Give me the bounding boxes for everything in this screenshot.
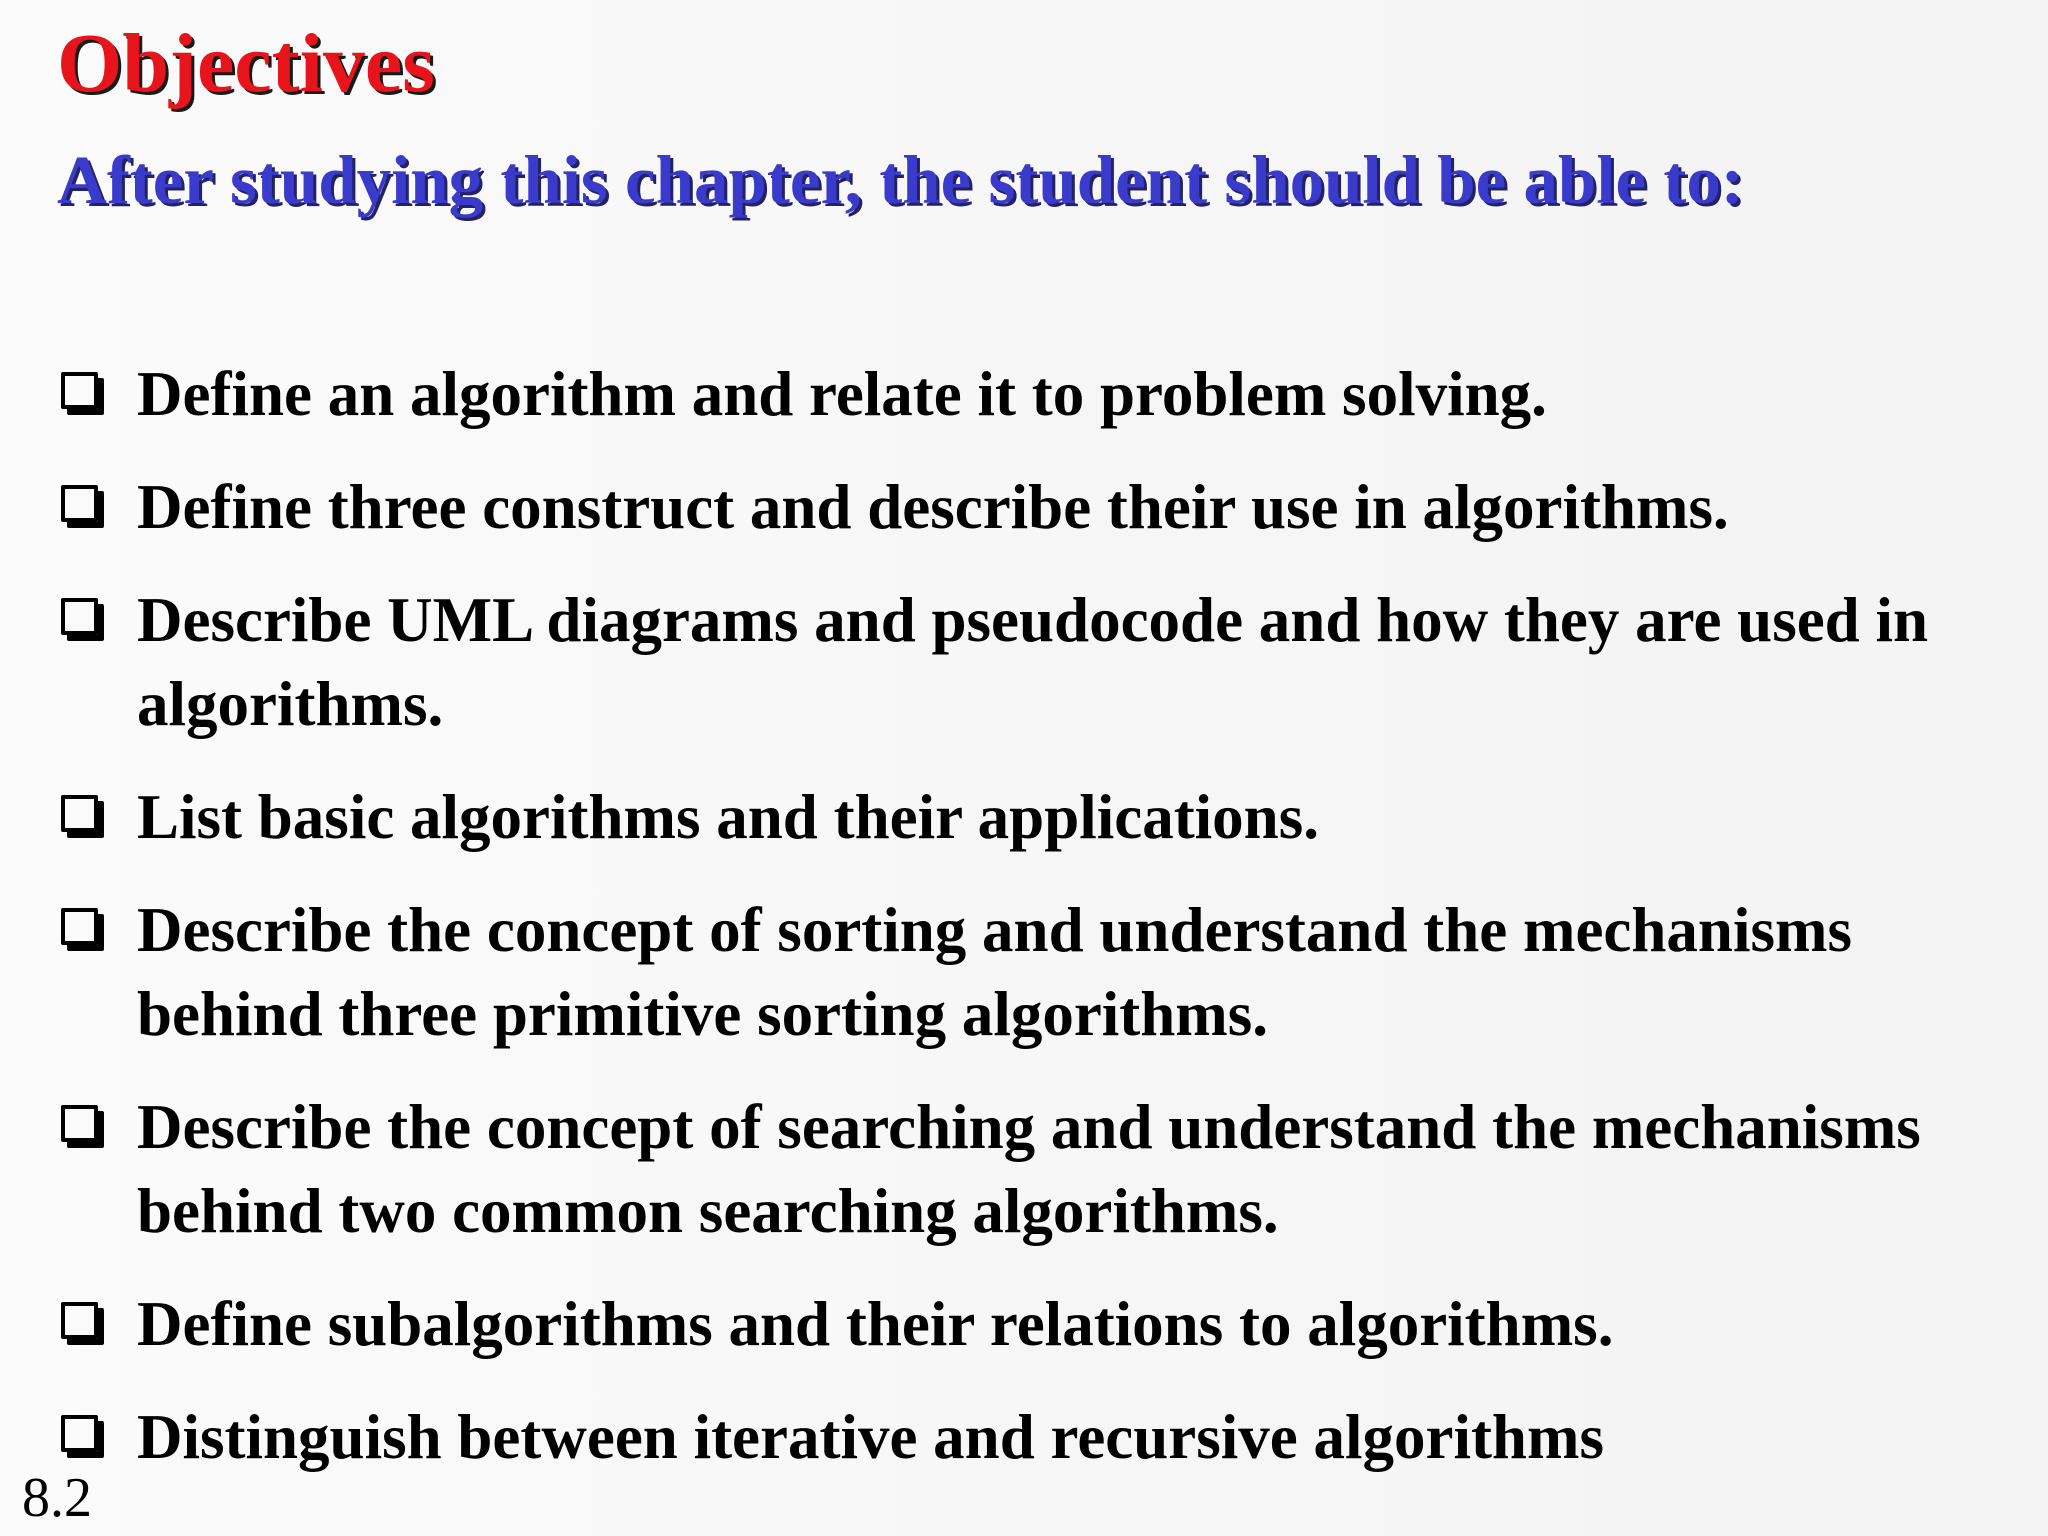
- checkbox-icon: [61, 485, 98, 522]
- objective-item: [57, 888, 2007, 1056]
- checkbox-icon: [61, 1105, 98, 1142]
- objective-item: [57, 465, 2007, 549]
- objective-item: [57, 1395, 2007, 1479]
- objective-item: [57, 352, 2007, 436]
- objectives-list: [57, 352, 2007, 1508]
- objective-text: Define three construct and describe their use in algorithms.: [137, 472, 1729, 542]
- objective-item: [57, 578, 2007, 746]
- objective-text: Describe the concept of sorting and understand the mechanisms behind three primitive sorting algorithms.: [137, 895, 1852, 1049]
- objective-text: Define an algorithm and relate it to problem solving.: [137, 359, 1547, 429]
- objective-text: Define subalgorithms and their relations to algorithms.: [137, 1289, 1614, 1359]
- objective-text: List basic algorithms and their applications.: [137, 782, 1319, 852]
- checkbox-icon: [61, 598, 98, 635]
- objective-item: [57, 775, 2007, 859]
- slide-title: Objectives: [57, 17, 435, 110]
- objective-item: [57, 1085, 2007, 1253]
- checkbox-icon: [61, 795, 98, 832]
- objective-text: Describe UML diagrams and pseudocode and how they are used in algorithms.: [137, 585, 1929, 739]
- checkbox-icon: [61, 908, 98, 945]
- checkbox-icon: [61, 372, 98, 409]
- slide-subtitle: After studying this chapter, the student should be able to:: [57, 142, 1744, 218]
- objective-text: Describe the concept of searching and understand the mechanisms behind two common searching algorithms.: [137, 1092, 1921, 1246]
- objective-text: Distinguish between iterative and recursive algorithms: [137, 1402, 1604, 1472]
- page-number: 8.2: [22, 1467, 92, 1529]
- objective-item: [57, 1282, 2007, 1366]
- checkbox-icon: [61, 1302, 98, 1339]
- checkbox-icon: [61, 1415, 98, 1452]
